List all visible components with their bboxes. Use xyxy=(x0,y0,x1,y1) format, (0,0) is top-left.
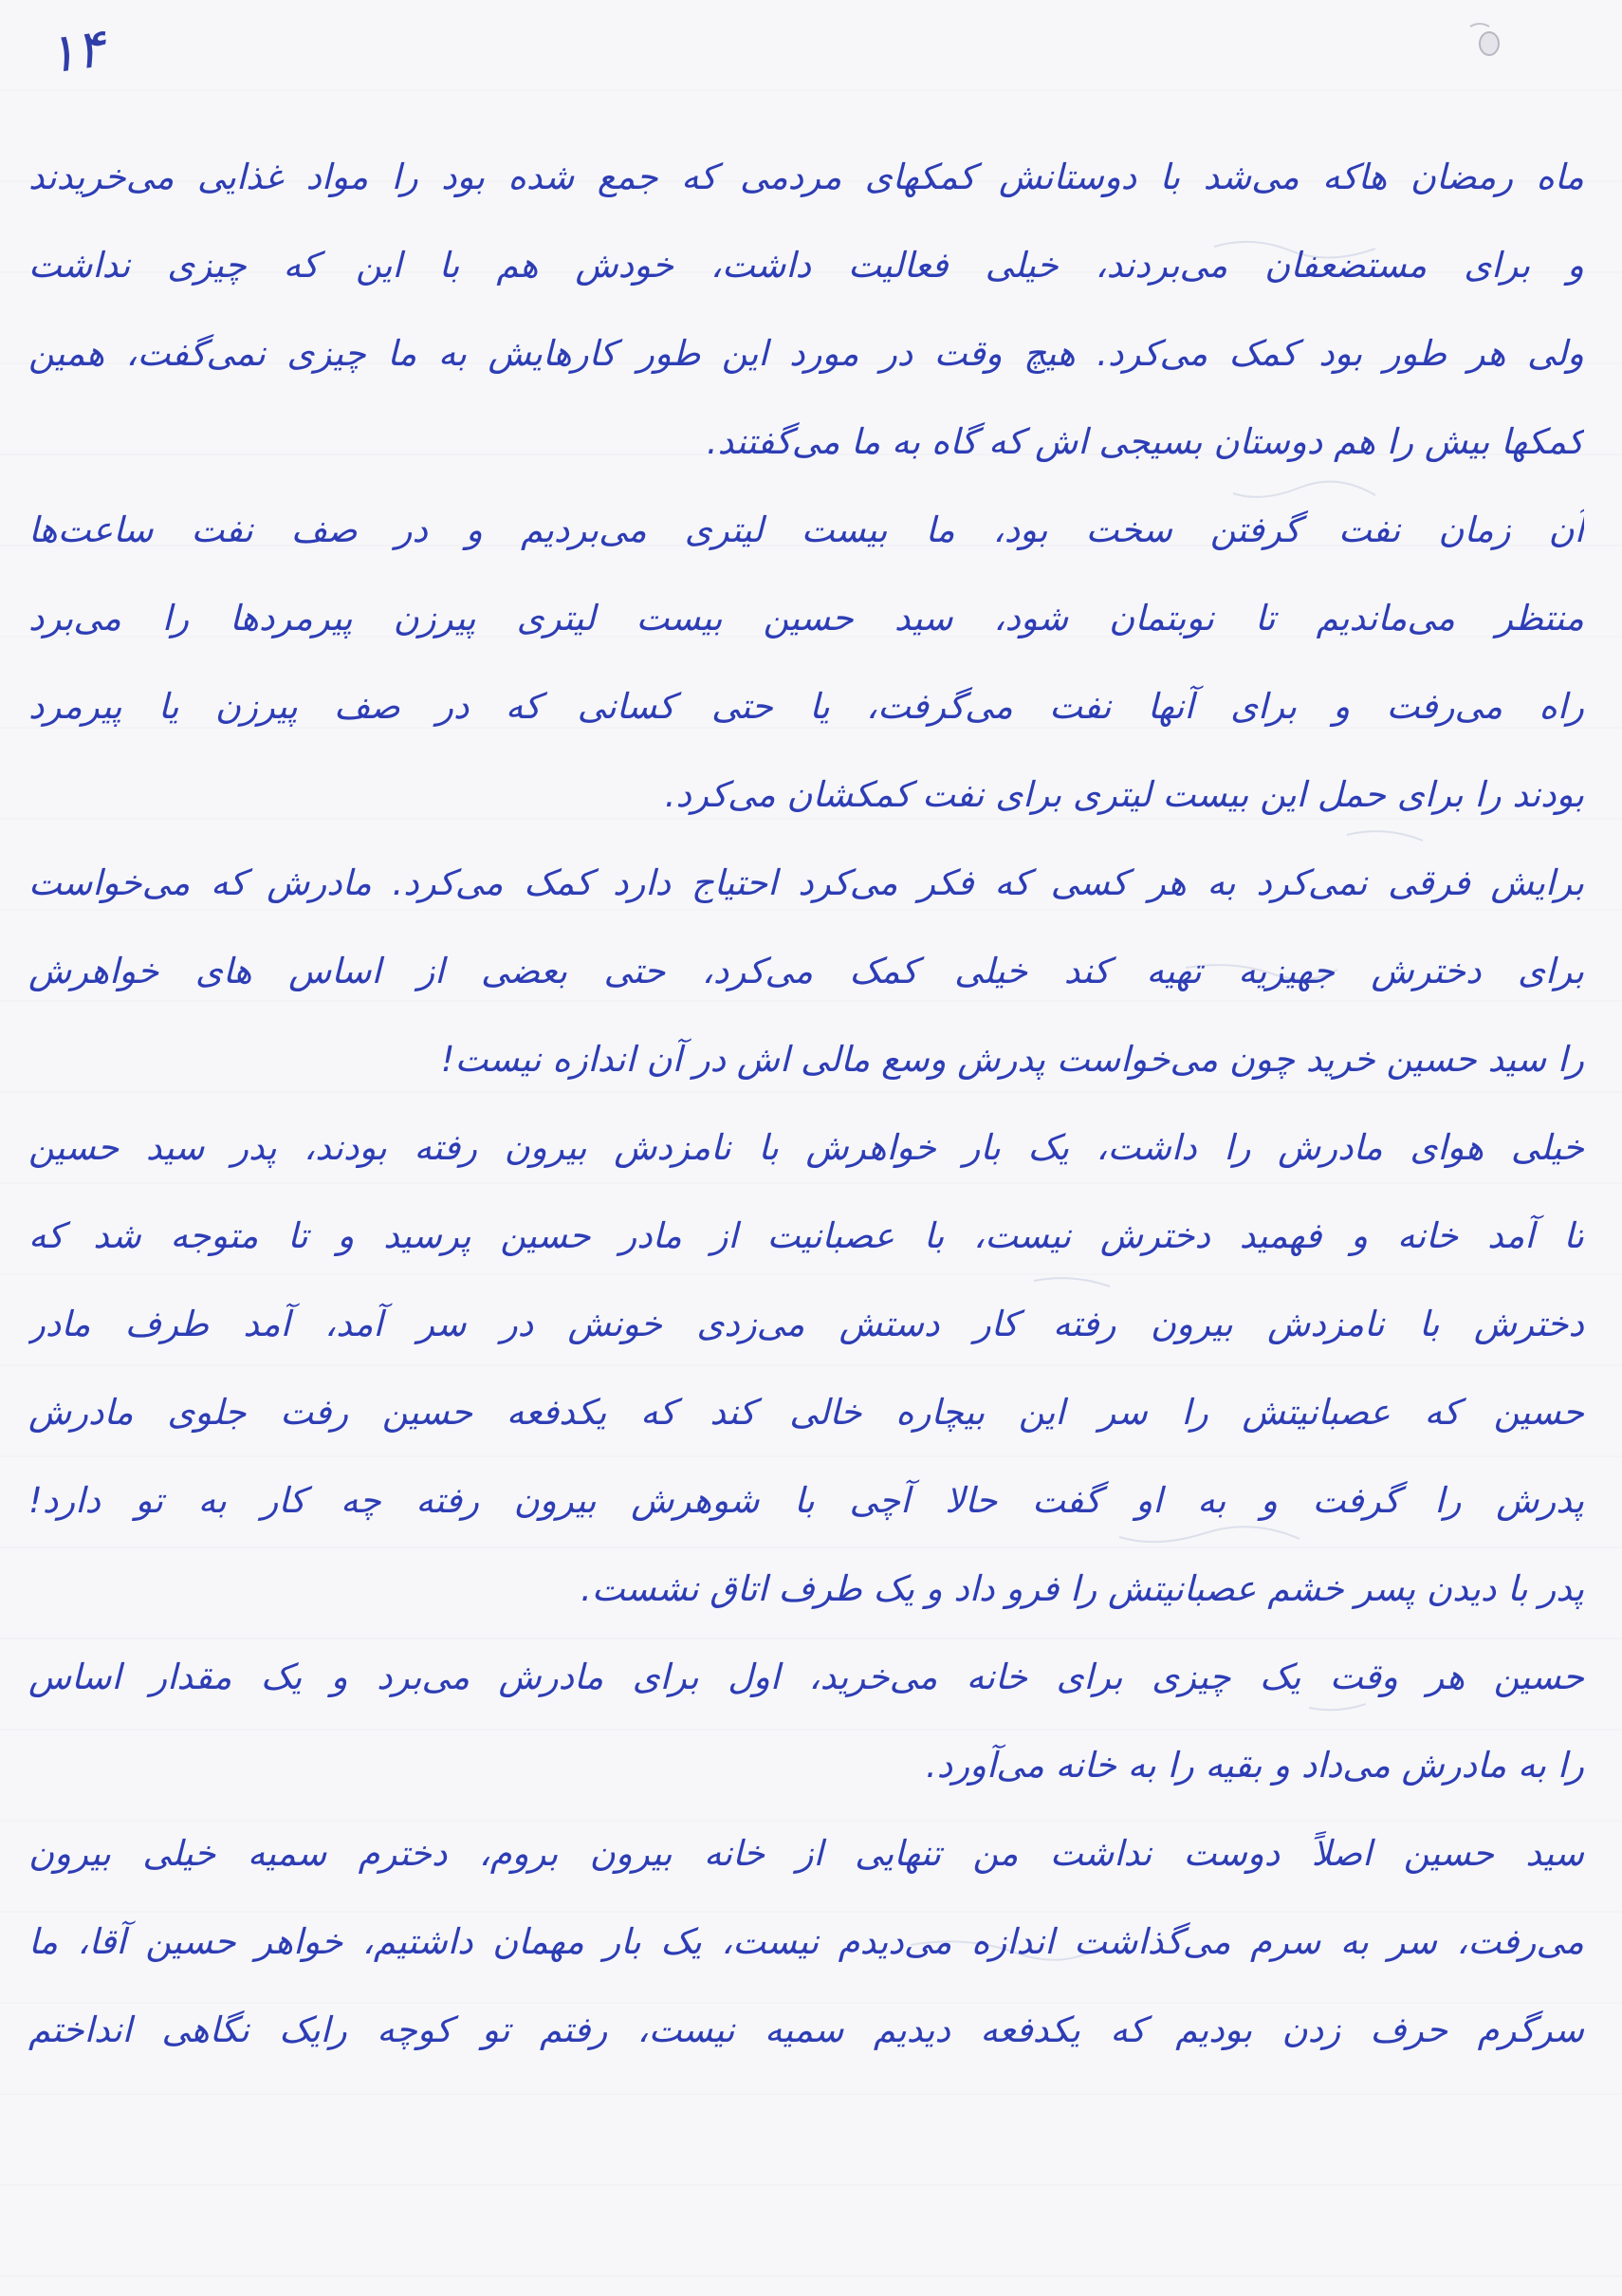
text-line: پدر با دیدن پسر خشم عصبانیتش را فرو داد و یک طرف اتاق نشست. xyxy=(581,1568,1584,1609)
text-line: سید حسین اصلاً دوست نداشت من تنهایی از خانه بیرون بروم، دخترم سمیه خیلی بیرون xyxy=(28,1833,1584,1874)
text-line: دخترش با نامزدش بیرون رفته کار دستش می‌زدی خونش در سر آمد، آمد طرف مادر xyxy=(28,1304,1584,1344)
handwritten-text-body xyxy=(28,133,1584,2074)
text-line: حسین که عصبانیتش را سر این بیچاره خالی کند که یکدفعه حسین رفت جلوی مادرش xyxy=(28,1392,1584,1433)
text-line: بودند را برای حمل این بیست لیتری برای نفت کمکشان می‌کرد. xyxy=(664,774,1584,815)
text-line: برایش فرقی نمی‌کرد به هر کسی که فکر می‌کرد احتیاج دارد کمک می‌کرد. مادرش که می‌خواست xyxy=(28,862,1584,903)
page-number: ۱۴ xyxy=(43,17,109,86)
text-line: را سید حسین خرید چون می‌خواست پدرش وسع مالی اش در آن اندازه نیست! xyxy=(440,1039,1584,1080)
text-line: تا آمد خانه و فهمید دخترش نیست، با عصبانیت از مادر حسین پرسید و تا متوجه شد که xyxy=(28,1215,1584,1256)
binding-hole-mark xyxy=(1461,17,1527,74)
text-line: ماه رمضان هاکه می‌شد با دوستانش کمکهای مردمی که جمع شده بود را مواد غذایی می‌خریدند xyxy=(28,157,1584,197)
text-line: ولی هر طور بود کمک می‌کرد. هیچ وقت در مورد این طور کارهایش به ما چیزی نمی‌گفت، همین xyxy=(28,333,1584,374)
text-line: سرگرم حرف زدن بودیم که یکدفعه دیدیم سمیه نیست، رفتم تو کوچه رایک نگاهی انداختم xyxy=(28,2009,1584,2050)
text-line: پدرش را گرفت و به او گفت حالا آچی با شوهرش بیرون رفته چه کار به تو دارد! xyxy=(28,1480,1584,1521)
text-line: را به مادرش می‌داد و بقیه را به خانه می‌آورد. xyxy=(926,1745,1584,1786)
text-line: خیلی هوای مادرش را داشت، یک بار خواهرش با نامزدش بیرون رفته بودند، پدر سید حسین xyxy=(28,1127,1584,1168)
text-line: کمکها بیش را هم دوستان بسیجی اش که گاه به ما می‌گفتند. xyxy=(706,421,1584,462)
text-line: می‌رفت، سر به سرم می‌گذاشت اندازه می‌دیدم نیست، یک بار مهمان داشتیم، خواهر حسین آقا، ما xyxy=(28,1921,1584,1962)
text-line: برای دخترش جهیزیه تهیه کند خیلی کمک می‌کرد، حتی بعضی از اساس های خواهرش xyxy=(28,951,1584,991)
text-line: منتظر می‌ماندیم تا نوبتمان شود، سید حسین بیست لیتری پیرزن پیرمردها را می‌برد xyxy=(28,598,1584,639)
text-line: حسین هر وقت یک چیزی برای خانه می‌خرید، اول برای مادرش می‌برد و یک مقدار اساس xyxy=(28,1657,1584,1697)
text-line: و برای مستضعفان می‌بردند، خیلی فعالیت داشت، خودش هم با این که چیزی نداشت xyxy=(28,245,1584,286)
text-line: راه می‌رفت و برای آنها نفت می‌گرفت، یا حتی کسانی که در صف پیرزن یا پیرمرد xyxy=(28,686,1584,727)
text-line: آن زمان نفت گرفتن سخت بود، ما بیست لیتری می‌بردیم و در صف نفت ساعت‌ها xyxy=(28,509,1584,550)
